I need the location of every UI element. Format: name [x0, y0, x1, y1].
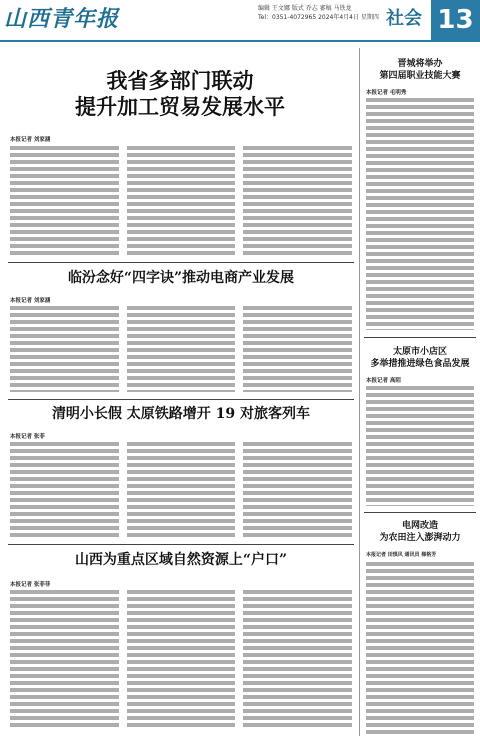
article-title-line2: 第四届职业技能大赛 [379, 71, 461, 81]
article-byline: 本报记者 刘家涵 [10, 298, 51, 304]
page-number: 13 [431, 0, 480, 40]
article-body [366, 386, 474, 506]
article-body [10, 442, 352, 537]
header-date: Tel：0351-4072965 2024年4月4日 星期四 [258, 14, 379, 21]
column-divider [359, 48, 360, 736]
divider [364, 512, 476, 513]
article-byline: 本报记者 张菲 [10, 434, 45, 440]
article-byline: 本报记者 田惧风 通讯员 梯格芳 [366, 552, 437, 558]
divider [8, 262, 354, 263]
article-trade [20, 68, 340, 120]
article-title: 山西为重点区域自然资源上“户口” [74, 552, 288, 568]
article-title-line1: 我省多部门联动 [106, 68, 254, 93]
article-byline: 本报记者 高陌 [366, 378, 401, 384]
article-body [366, 562, 474, 734]
article-title: 清明小长假 太原铁路增开 19 对旅客列车 [51, 406, 311, 422]
article-body [10, 146, 352, 256]
header-editors: 编辑 王文娜 版式 乔志 審稿 马铁龙 [258, 5, 352, 12]
article-title-line1: 电网改造 [401, 521, 438, 531]
divider [8, 544, 354, 545]
page-header [0, 0, 480, 40]
divider [364, 337, 476, 338]
article-body [10, 306, 352, 392]
masthead-logo: 山西青年报 [4, 6, 120, 32]
article-body [10, 590, 352, 730]
article-title: 临汾念好“四字诀”推动电商产业发展 [67, 270, 295, 286]
section-title: 社会 [386, 8, 422, 29]
article-title-line1: 太原市小店区 [392, 347, 447, 357]
article-byline: 本报记者 毛明秀 [366, 90, 407, 96]
divider [8, 399, 354, 400]
header-rule [0, 40, 480, 42]
article-title-line2: 为农田注入澎湃动力 [379, 533, 461, 543]
article-body [366, 98, 474, 330]
article-title-line2: 多举措推进绿色食品发展 [370, 359, 470, 369]
article-byline: 本报记者 张菲菲 [10, 582, 51, 588]
article-title-line1: 晋城将举办 [397, 59, 443, 69]
article-byline: 本报记者 刘家涵 [10, 137, 51, 143]
article-title-line2: 提升加工贸易发展水平 [75, 94, 285, 119]
